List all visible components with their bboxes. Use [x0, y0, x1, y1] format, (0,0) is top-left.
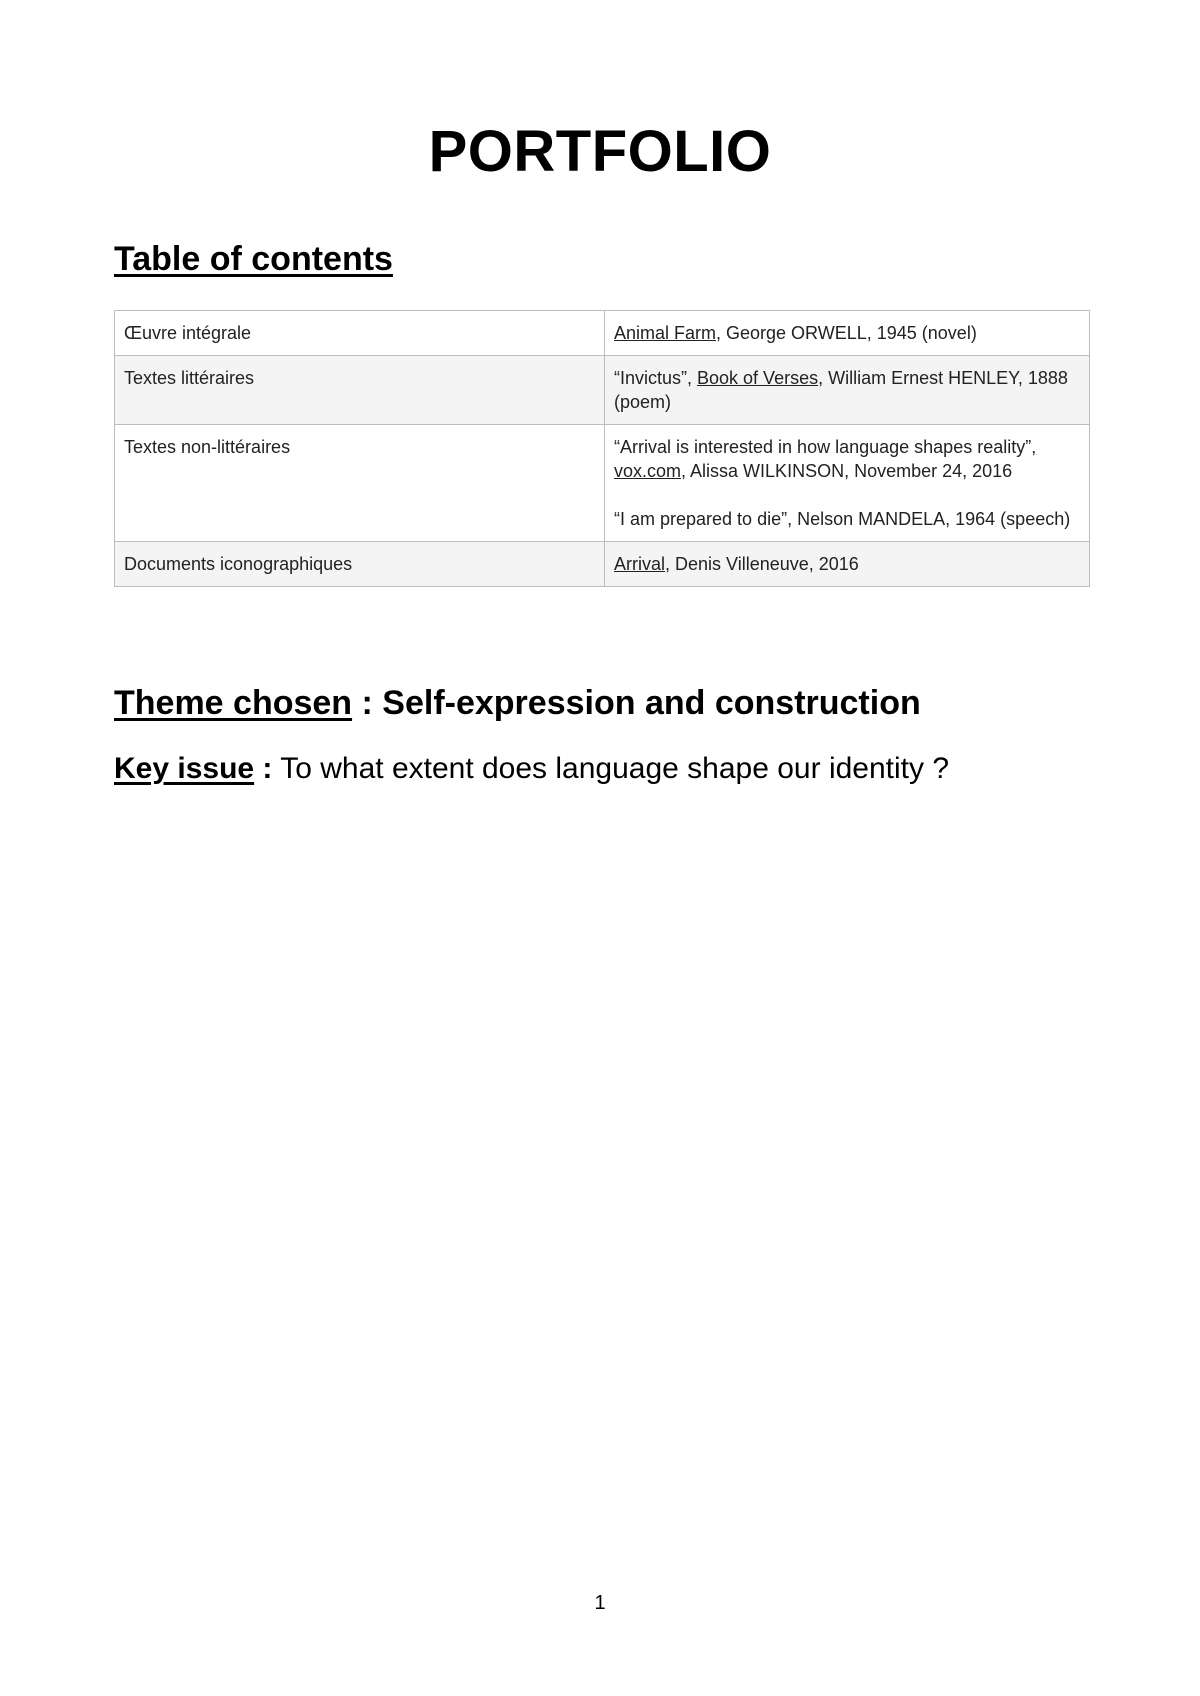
- toc-entry-text: , Denis Villeneuve, 2016: [665, 554, 859, 574]
- toc-entry-text: “Arrival is interested in how language shapes reality”: [614, 437, 1032, 457]
- table-row: [115, 542, 1090, 587]
- toc-label: Textes littéraires: [115, 356, 605, 425]
- toc-label: Œuvre intégrale: [115, 311, 605, 356]
- toc-link[interactable]: , vox.com: [614, 437, 1037, 481]
- toc-link[interactable]: Animal Farm: [614, 323, 717, 343]
- theme-text: : Self-expression and construction: [352, 684, 921, 722]
- toc-link[interactable]: Book of Verses,: [697, 368, 824, 388]
- toc-entry-text: , George ORWELL, 1945 (novel): [716, 323, 977, 343]
- table-row: [115, 311, 1090, 356]
- toc-entry: [605, 425, 1090, 542]
- toc-entry-text: William Ernest HENLEY, 1888 (poem): [614, 368, 1068, 412]
- toc-entry-text: “I am prepared to die”, Nelson MANDELA, 1964 (speech): [614, 509, 1071, 529]
- toc-entry-text: “Invictus”,: [614, 368, 698, 388]
- page-title: PORTFOLIO: [428, 119, 772, 184]
- toc-entry: [605, 356, 1090, 425]
- paragraph-gap: [614, 483, 1080, 507]
- theme-label: Theme chosen: [114, 684, 353, 722]
- page-number: 1: [594, 1592, 606, 1614]
- table-row: [115, 356, 1090, 425]
- key-issue-text: To what extent does language shape our identity ?: [272, 752, 950, 785]
- theme-line: [114, 684, 921, 723]
- toc-entry: [605, 311, 1090, 356]
- toc-entry: [605, 542, 1090, 587]
- toc-table: [114, 310, 1090, 587]
- toc-label: Documents iconographiques: [115, 542, 605, 587]
- toc-label: Textes non-littéraires: [115, 425, 605, 542]
- key-issue-colon: :: [254, 752, 273, 785]
- table-row: [115, 425, 1090, 542]
- toc-link[interactable]: Arrival: [614, 554, 666, 574]
- toc-entry-text: , Alissa WILKINSON, November 24, 2016: [681, 461, 1013, 481]
- toc-heading: Table of contents: [114, 240, 393, 278]
- key-issue-label: Key issue: [114, 752, 255, 785]
- key-issue-line: [114, 752, 949, 786]
